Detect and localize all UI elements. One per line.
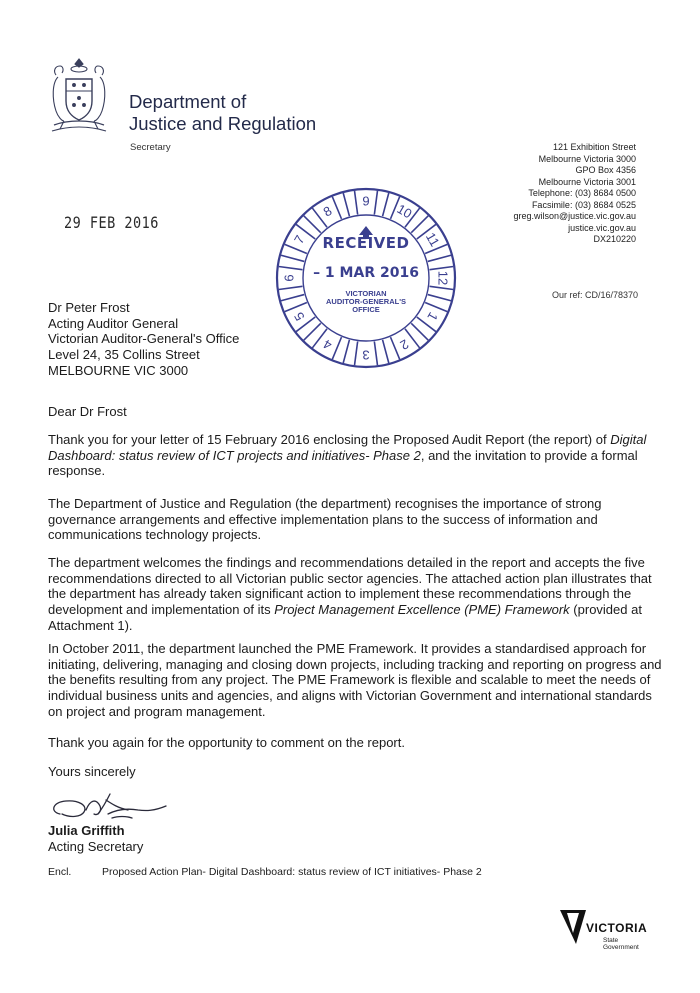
recipient-title: Acting Auditor General [48,315,179,331]
telephone-line: Telephone: (03) 8684 0500 [528,188,636,198]
address-line: 121 Exhibition Street [552,142,636,152]
received-stamp [270,182,462,374]
body-paragraph-5: Thank you again for the opportunity to comment on the report. [48,735,405,750]
sender-role: Secretary [130,142,171,153]
stamp-number: 7 [290,232,308,247]
stamp-number: 1 [424,309,442,324]
stamp-tick [429,267,453,270]
stamp-tick [343,193,349,216]
stamp-tick [304,323,321,340]
received-stamp-date: – 1 MAR 2016 [313,265,419,281]
enclosure-label: Encl. [48,866,72,878]
stamp-tick [355,191,358,215]
stamp-number: 11 [422,229,443,250]
handwritten-signature [46,784,174,828]
victoria-wordmark: VICTORIA [586,921,648,935]
state-label: State [603,937,619,944]
p3-text-a: The department welcomes the findings and recommendations detailed in the report and accepts the five recommendations directed to all Victorian public sector agencies. The attached action plan illustrates that the department has already taken significant action to implement these recommendations through the development and implementation of its [48,555,652,618]
government-label: Government [603,944,639,951]
letter-date-stamp: 29 FEB 2016 [64,214,159,233]
stamp-number: 2 [397,336,412,354]
our-reference: Our ref: CD/16/78370 [551,290,638,300]
stamp-number: 12 [435,270,451,286]
recipient-organisation: Victorian Auditor-General's Office [48,331,240,347]
facsimile-line: Facsimile: (03) 8684 0525 [531,199,636,210]
stamp-tick [281,255,304,261]
signatory-name: Julia Griffith [48,823,125,838]
received-stamp-office-line1: VICTORIAN [345,289,387,298]
received-stamp-title: RECEIVED [322,234,410,252]
recipient-city: MELBOURNE VIC 3000 [48,362,189,378]
state-government-label [603,937,639,951]
department-name-line1: Department of [129,91,247,112]
recipient-name: Dr Peter Frost [48,300,130,315]
stamp-tick [343,340,349,363]
stamp-tick [383,340,389,363]
p3-text-b: (provided at Attachment 1). [48,602,642,633]
stamp-tick [383,193,389,216]
stamp-tick [374,341,377,365]
dx-line: DX210220 [593,234,636,244]
stamp-tick [428,295,451,301]
stamp-tick [355,341,358,365]
stamp-tick [411,323,428,340]
recipient-address-block [48,300,239,379]
stamp-number: 8 [320,202,335,220]
stamp-tick [429,286,453,289]
salutation: Dear Dr Frost [48,404,127,419]
department-name-line2: Justice and Regulation [129,113,317,134]
body-paragraph-4: In October 2011, the department launched the PME Framework. It provides a standardised approach for initiating, delivering, managing and closing down projects, including tracking and reporting on progress and the benefits resulting from any project. The PME Framework is flexible and scalable to meet the needs of individual business units and agencies, and aligns with Victorian Government and international standards on project and program management. [48,641,662,719]
stamp-tick [279,286,303,289]
stamp-number: 6 [281,274,297,282]
stamp-number: 4 [320,336,335,354]
stamp-number: 9 [362,193,370,209]
email-line: greg.wilson@justice.vic.gov.au [513,211,636,221]
stamp-tick [304,216,321,233]
address-line: GPO Box 4356 [575,165,636,175]
enclosure-text: Proposed Action Plan- Digital Dashboard: status review of ICT initiatives- Phase 2 [102,866,482,878]
body-paragraph-2: The Department of Justice and Regulation (the department) recognises the importance of strong governance arrangements and effective implementation plans to the success of information and communications technology projects. [48,496,602,543]
report-title-italic: Digital Dashboard: status review of ICT projects and initiatives- Phase 2 [48,432,647,463]
stamp-tick [279,267,303,270]
received-stamp-office-line2: AUDITOR-GENERAL'S [326,297,406,306]
received-stamp-office-line3: OFFICE [352,305,380,314]
coat-of-arms-logo [44,55,114,137]
stamp-number: 5 [290,309,308,324]
stamp-number: 3 [362,347,370,363]
website-line: justice.vic.gov.au [568,222,636,233]
p1-text-a: Thank you for your letter of 15 February 2016 enclosing the Proposed Audit Report (the report) of [48,432,611,447]
stamp-number: 10 [394,201,415,222]
body-paragraph-1 [48,432,663,479]
stamp-tick [428,255,451,261]
address-line: Melbourne Victoria 3001 [538,176,636,187]
address-line: Melbourne Victoria 3000 [538,153,636,164]
p1-text-b: , and the invitation to provide a formal response. [48,447,638,479]
body-paragraph-3 [48,555,663,634]
stamp-tick [374,191,377,215]
recipient-street: Level 24, 35 Collins Street [48,347,200,363]
signatory-title: Acting Secretary [48,839,144,854]
closing: Yours sincerely [48,764,136,779]
department-name [129,91,316,135]
stamp-tick [281,295,304,301]
framework-name-italic: Project Management Excellence (PME) Framework [274,602,570,618]
stamp-tick [411,216,428,233]
